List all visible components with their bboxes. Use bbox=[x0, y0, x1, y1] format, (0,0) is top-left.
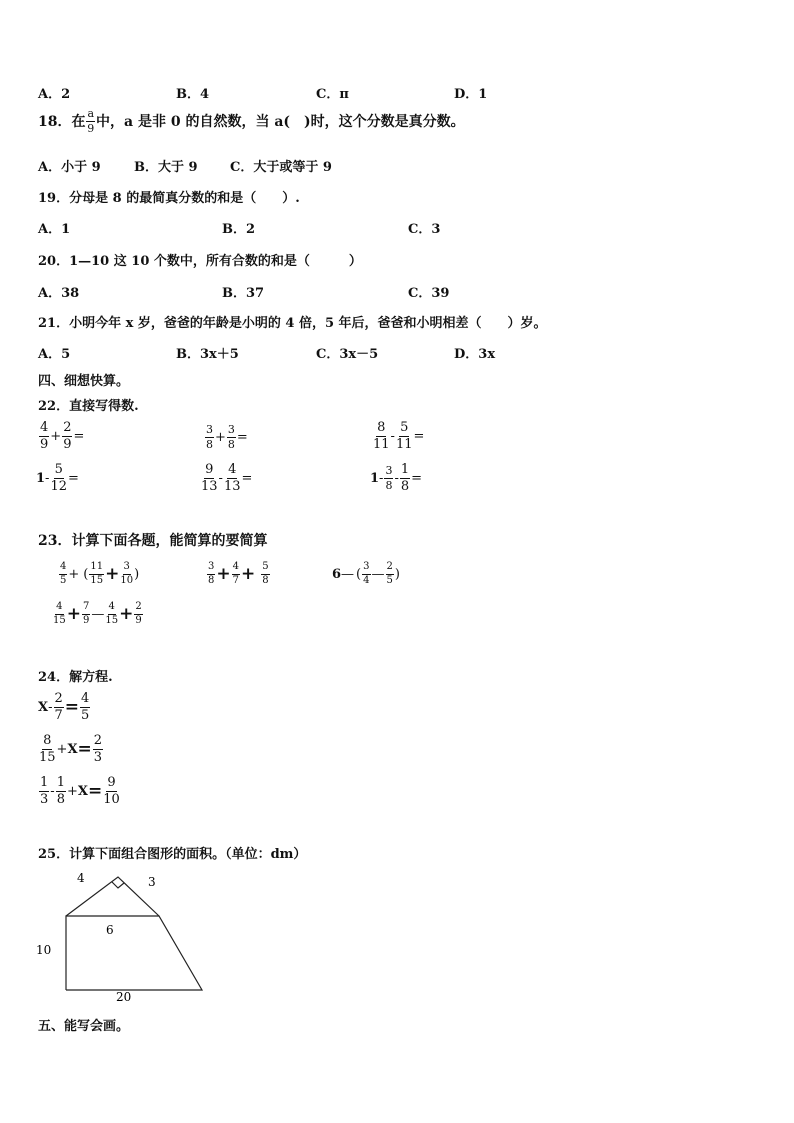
operator: = bbox=[236, 429, 248, 445]
operator: 1 bbox=[36, 470, 46, 486]
denominator: 8 bbox=[400, 478, 410, 494]
operator: = bbox=[411, 470, 423, 486]
trapezoid-shape bbox=[66, 916, 202, 990]
q21-stem: 21．小明今年 x 岁，爸爸的年龄是小明的 4 倍，5 年后，爸爸和小明相差（ ）岁。 bbox=[38, 316, 547, 331]
numerator: 2 bbox=[134, 602, 142, 615]
operator: = bbox=[73, 428, 85, 444]
operator: + bbox=[68, 566, 80, 582]
denominator: 5 bbox=[386, 574, 393, 586]
denominator: 8 bbox=[56, 791, 65, 807]
denominator: 5 bbox=[81, 707, 90, 723]
operator: - bbox=[48, 699, 53, 715]
numerator: 9 bbox=[107, 775, 116, 790]
q19-option-c: C．3 bbox=[408, 222, 441, 237]
denominator: 8 bbox=[206, 437, 213, 451]
q20-option-b: B．37 bbox=[222, 286, 265, 301]
operator: + bbox=[66, 604, 81, 624]
operator: X bbox=[77, 783, 88, 799]
numerator: 3 bbox=[362, 562, 370, 575]
operator: = bbox=[413, 428, 425, 444]
operator: + bbox=[105, 564, 120, 584]
q18-option-c: C．大于或等于 9 bbox=[230, 160, 332, 175]
denominator: 8 bbox=[208, 574, 215, 586]
operator: X bbox=[38, 699, 49, 715]
operator: + bbox=[215, 429, 226, 445]
numerator: 1 bbox=[56, 775, 65, 790]
q24-title: 24．解方程. bbox=[38, 670, 113, 685]
label-bottom-base: 20 bbox=[116, 990, 132, 1004]
q20-option-c: C．39 bbox=[408, 286, 450, 301]
operator: ) bbox=[134, 566, 140, 582]
numerator: 3 bbox=[123, 562, 131, 575]
numerator: 5 bbox=[54, 462, 63, 477]
operator: - bbox=[45, 470, 50, 486]
denominator: 10 bbox=[120, 574, 134, 586]
numerator: 9 bbox=[205, 462, 214, 477]
label-right-leg: 3 bbox=[148, 875, 156, 889]
numerator: 2 bbox=[54, 691, 63, 706]
operator: ) bbox=[394, 566, 400, 582]
numerator: 3 bbox=[207, 562, 215, 575]
q18-option-a: A．小于 9 bbox=[38, 160, 101, 175]
operator: — bbox=[91, 606, 105, 622]
operator: + bbox=[50, 428, 62, 444]
label-top-base: 6 bbox=[106, 923, 114, 937]
denominator: 9 bbox=[82, 614, 90, 626]
q18-number: 18．在 bbox=[38, 114, 86, 131]
operator: + bbox=[56, 741, 68, 757]
operator: - bbox=[50, 783, 55, 799]
denominator: 7 bbox=[54, 707, 63, 723]
q25-title: 25．计算下面组合图形的面积。（单位：dm） bbox=[38, 847, 307, 862]
denominator: 10 bbox=[103, 791, 120, 807]
q19-stem: 19．分母是 8 的最简真分数的和是（ ）. bbox=[38, 191, 300, 206]
q21-option-b: B．3x＋5 bbox=[176, 347, 239, 362]
operator: = bbox=[77, 739, 92, 760]
numerator: 5 bbox=[400, 420, 409, 435]
numerator: 5 bbox=[261, 562, 269, 575]
operator: - bbox=[379, 470, 384, 486]
q23-title: 23．计算下面各题，能简算的要简算 bbox=[38, 533, 268, 549]
denominator: 9 bbox=[40, 436, 49, 452]
section-5-heading: 五、能写会画。 bbox=[38, 1019, 130, 1034]
q17-option-c: C．π bbox=[316, 87, 349, 102]
operator: ( bbox=[83, 566, 89, 582]
numerator: 8 bbox=[43, 733, 52, 748]
q17-option-a: A．2 bbox=[38, 87, 71, 102]
operator: X bbox=[67, 741, 78, 757]
operator: — bbox=[341, 566, 355, 582]
operator: + bbox=[66, 783, 78, 799]
operator: = bbox=[64, 697, 80, 718]
q18-frac-den: 9 bbox=[87, 121, 95, 135]
denominator: 9 bbox=[63, 436, 72, 452]
operator: = bbox=[241, 470, 253, 486]
numerator: 1 bbox=[400, 462, 410, 477]
denominator: 5 bbox=[60, 574, 67, 586]
denominator: 15 bbox=[53, 614, 66, 626]
q21-option-a: A．5 bbox=[38, 347, 71, 362]
label-height: 10 bbox=[36, 943, 52, 957]
numerator: 4 bbox=[108, 602, 116, 615]
numerator: 7 bbox=[82, 602, 90, 615]
denominator: 11 bbox=[373, 436, 390, 452]
operator: = bbox=[87, 781, 103, 802]
operator: 1 bbox=[370, 470, 380, 486]
denominator: 13 bbox=[201, 478, 218, 494]
numerator: 11 bbox=[89, 562, 104, 575]
numerator: 3 bbox=[206, 423, 213, 436]
numerator: 1 bbox=[40, 775, 49, 790]
operator: 6 bbox=[332, 566, 342, 582]
operator: - bbox=[390, 428, 395, 444]
denominator: 11 bbox=[395, 436, 413, 452]
denominator: 15 bbox=[90, 574, 104, 586]
numerator: 2 bbox=[386, 562, 394, 575]
operator: - bbox=[218, 470, 223, 486]
denominator: 8 bbox=[385, 478, 393, 492]
numerator: 4 bbox=[228, 462, 237, 477]
denominator: 7 bbox=[232, 574, 239, 586]
operator: + bbox=[216, 564, 231, 584]
q17-option-b: B．4 bbox=[176, 87, 210, 102]
q19-option-a: A．1 bbox=[38, 222, 71, 237]
numerator: 2 bbox=[63, 420, 72, 435]
denominator: 4 bbox=[363, 574, 370, 586]
q20-stem: 20．1—10 这 10 个数中，所有合数的和是（ ） bbox=[38, 254, 362, 269]
operator: = bbox=[68, 470, 79, 486]
q21-option-c: C．3x－5 bbox=[316, 347, 379, 362]
operator: ( bbox=[356, 566, 362, 582]
q18-frac-num: a bbox=[87, 107, 95, 120]
numerator: 2 bbox=[93, 733, 103, 748]
q18-text: 中，a 是非 0 的自然数，当 a( )时，这个分数是真分数。 bbox=[96, 114, 465, 131]
numerator: 4 bbox=[81, 691, 90, 706]
denominator: 15 bbox=[39, 749, 56, 765]
section-4-heading: 四、细想快算。 bbox=[38, 374, 130, 389]
numerator: 8 bbox=[377, 420, 386, 435]
numerator: 4 bbox=[59, 562, 67, 575]
q18-option-b: B．大于 9 bbox=[134, 160, 198, 175]
denominator: 9 bbox=[135, 614, 142, 626]
numerator: 4 bbox=[55, 602, 63, 615]
numerator: 4 bbox=[40, 420, 49, 435]
denominator: 3 bbox=[93, 749, 103, 765]
numerator: 3 bbox=[385, 464, 393, 478]
right-angle-mark bbox=[112, 882, 124, 888]
q17-option-d: D．1 bbox=[454, 87, 488, 102]
numerator: 3 bbox=[227, 423, 235, 436]
q19-option-b: B．2 bbox=[222, 222, 256, 237]
operator: - bbox=[394, 470, 399, 486]
denominator: 13 bbox=[223, 478, 241, 494]
operator: — bbox=[371, 566, 385, 582]
denominator: 15 bbox=[105, 614, 119, 626]
denominator: 8 bbox=[262, 574, 269, 586]
operator: + bbox=[241, 564, 256, 584]
numerator: 4 bbox=[232, 562, 240, 575]
q20-option-a: A．38 bbox=[38, 286, 80, 301]
label-left-leg: 4 bbox=[77, 871, 85, 885]
q21-option-d: D．3x bbox=[454, 347, 496, 362]
q22-title: 22．直接写得数. bbox=[38, 399, 139, 414]
denominator: 3 bbox=[40, 791, 49, 807]
denominator: 8 bbox=[227, 437, 235, 451]
operator: + bbox=[119, 604, 134, 624]
denominator: 12 bbox=[50, 478, 67, 494]
